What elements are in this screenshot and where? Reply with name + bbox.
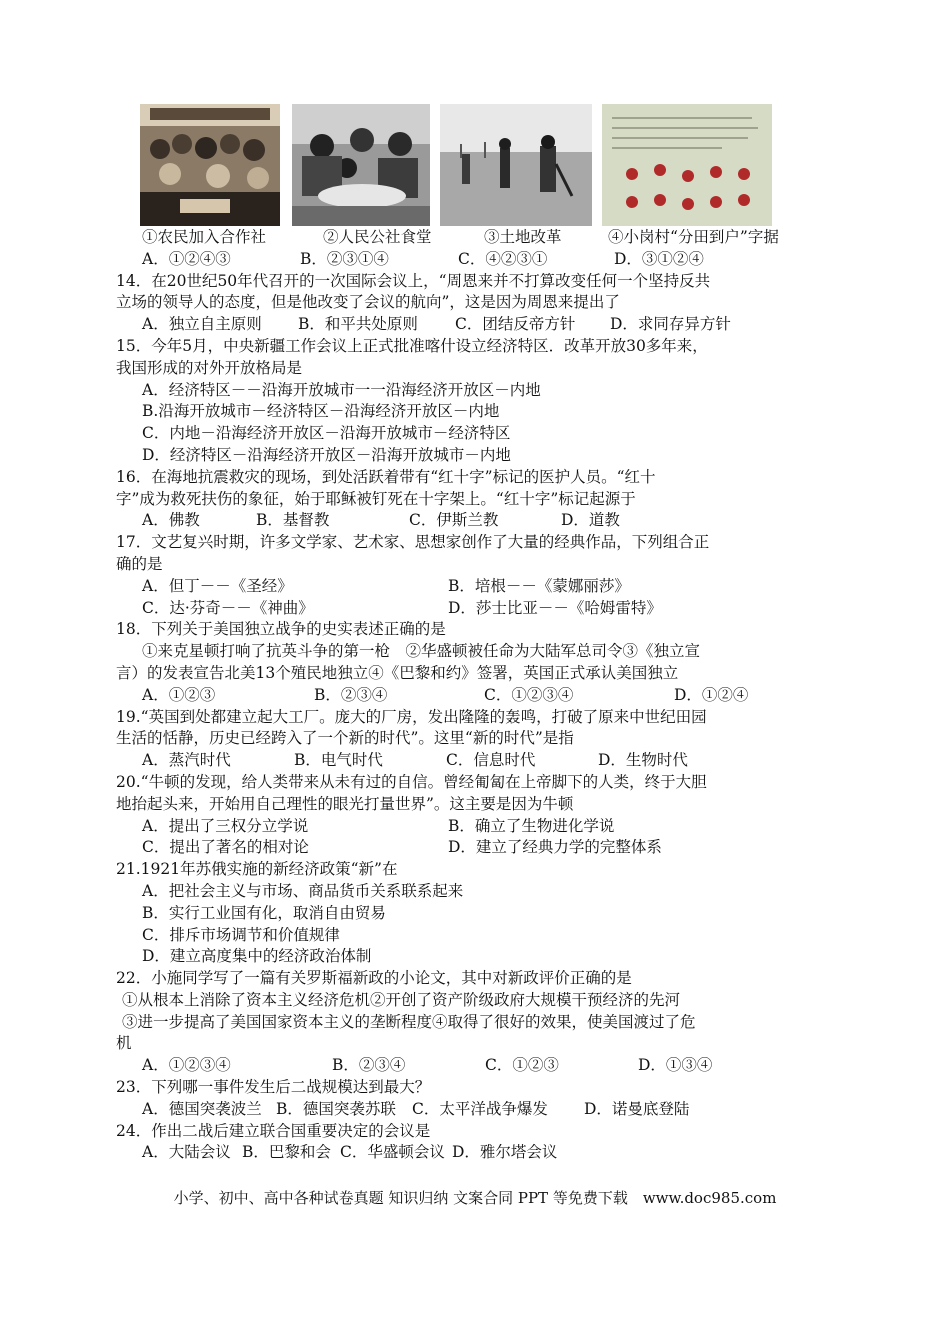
- q24-option-d: D．雅尔塔会议: [452, 1143, 558, 1162]
- q23-option-b: B．德国突袭苏联: [276, 1099, 396, 1118]
- q20-option-d: D．建立了经典力学的完整体系: [448, 838, 662, 857]
- q15-option-a: A．经济特区－－沿海开放城市一一沿海经济开放区－内地: [142, 380, 541, 399]
- q19-stem-2: 生活的恬静，历史已经跨入了一个新的时代”。这里“新的时代”是指: [116, 729, 574, 748]
- q17-stem-2: 确的是: [116, 554, 163, 573]
- questions: [116, 227, 856, 1164]
- caption-4: ④小岗村“分田到户”字据: [608, 228, 779, 246]
- q16-option-d: D．道教: [561, 511, 620, 530]
- q22-option-d: D．①③④: [638, 1056, 713, 1075]
- q18-option-d: D．①②④: [674, 685, 749, 704]
- q14-stem-1: 14．在20世纪50年代召开的一次国际会议上，“周恩来并不打算改变任何一个坚持反共: [116, 271, 711, 290]
- q18-stem-3: 言）的发表宣告北美13个殖民地独立④《巴黎和约》签署，英国正式承认美国独立: [116, 663, 679, 682]
- q16-stem-2: 字”成为救死扶伤的象征，始于耶稣被钉死在十字架上。“红十字”标记起源于: [116, 489, 636, 508]
- photo-cooperative: [140, 104, 280, 226]
- q22-stem-1: 22．小施同学写了一篇有关罗斯福新政的小论文，其中对新政评价正确的是: [116, 969, 632, 988]
- q14-option-a: A．独立自主原则: [142, 315, 262, 334]
- q20-option-b: B．确立了生物进化学说: [448, 816, 615, 835]
- q21-stem-1: 21.1921年苏俄实施的新经济政策“新”在: [116, 860, 398, 879]
- photo-canteen: [292, 104, 430, 226]
- q19-stem-1: 19.“英国到处都建立起大工厂。庞大的厂房，发出隆隆的轰鸣，打破了原来中世纪田园: [116, 707, 707, 726]
- q13-option-c: C．④②③①: [458, 249, 548, 268]
- q17-options-row-1: [116, 576, 856, 598]
- q19-option-d: D．生物时代: [598, 751, 688, 770]
- q18-option-a: A．①②③: [142, 685, 216, 704]
- photo-row: [140, 104, 780, 226]
- q15-option-b: B.沿海开放城市－经济特区－沿海经济开放区－内地: [142, 402, 500, 421]
- q22-options: [116, 1055, 856, 1077]
- q14-option-d: D．求同存异方针: [610, 315, 731, 334]
- q24-options: [116, 1142, 856, 1164]
- q19-option-b: B．电气时代: [294, 751, 383, 770]
- q14-option-b: B．和平共处原则: [298, 315, 418, 334]
- q20-options-row-2: [116, 837, 856, 859]
- q18-options: [116, 685, 856, 707]
- q22-stem-4: 机: [116, 1034, 132, 1053]
- q24-option-c: C．华盛顿会议: [340, 1143, 445, 1162]
- q18-option-c: C．①②③④: [484, 685, 574, 704]
- q13-option-b: B．②③①④: [300, 249, 389, 268]
- q22-option-c: C．①②③: [485, 1056, 559, 1075]
- q13-options: [116, 249, 856, 271]
- q24-stem-1: 24．作出二战后建立联合国重要决定的会议是: [116, 1121, 431, 1140]
- q17-options-row-2: [116, 598, 856, 620]
- q18-stem-2: ①来克星顿打响了抗英斗争的第一枪 ②华盛顿被任命为大陆军总司令③《独立宣: [142, 642, 701, 661]
- q20-option-c: C．提出了著名的相对论: [142, 838, 309, 857]
- q21-option-b: B．实行工业国有化，取消自由贸易: [142, 903, 386, 922]
- q14-stem-2: 立场的领导人的态度，但是他改变了会议的航向”，这是因为周恩来提出了: [116, 293, 620, 312]
- q23-option-a: A．德国突袭波兰: [142, 1099, 262, 1118]
- q13-option-d: D．③①②④: [614, 249, 704, 268]
- caption-3: ③土地改革: [484, 228, 562, 246]
- q23-option-d: D．诺曼底登陆: [584, 1099, 690, 1118]
- q16-option-b: B．基督教: [256, 511, 330, 530]
- q21-option-c: C．排斥市场调节和价值规律: [142, 925, 340, 944]
- q20-options-row-1: [116, 816, 856, 838]
- q17-stem-1: 17．文艺复兴时期，许多文学家、艺术家、思想家创作了大量的经典作品，下列组合正: [116, 533, 710, 552]
- q16-options: [116, 510, 856, 532]
- q21-option-d: D．建立高度集中的经济政治体制: [142, 947, 372, 966]
- q16-option-a: A．佛教: [142, 511, 200, 530]
- q22-stem-2: ①从根本上消除了资本主义经济危机②开创了资产阶级政府大规模干预经济的先河: [122, 990, 681, 1009]
- q23-stem-1: 23．下列哪一事件发生后二战规模达到最大？: [116, 1078, 431, 1097]
- q17-option-b: B．培根－－《蒙娜丽莎》: [448, 576, 630, 595]
- photo-captions: [116, 227, 856, 249]
- caption-1: ①农民加入合作社: [142, 228, 267, 246]
- q21-option-a: A．把社会主义与市场、商品货币关系联系起来: [142, 881, 464, 900]
- q15-option-c: C．内地－沿海经济开放区－沿海开放城市－经济特区: [142, 424, 511, 443]
- page-footer: 小学、初中、高中各种试卷真题 知识归纳 文案合同 PPT 等免费下载 www.doc985.com: [173, 1189, 777, 1207]
- q15-option-d: D．经济特区－沿海经济开放区－沿海开放城市－内地: [142, 445, 511, 464]
- q17-option-c: C．达·芬奇－－《神曲》: [142, 598, 314, 617]
- q17-option-a: A．但丁－－《圣经》: [142, 576, 293, 595]
- photo-land-reform: [440, 104, 592, 226]
- q17-option-d: D．莎士比亚－－《哈姆雷特》: [448, 598, 662, 617]
- q24-option-a: A．大陆会议: [142, 1143, 231, 1162]
- q19-option-c: C．信息时代: [446, 751, 536, 770]
- q13-option-a: A．①②④③: [142, 249, 231, 268]
- q22-option-a: A．①②③④: [142, 1056, 231, 1075]
- q19-option-a: A．蒸汽时代: [142, 751, 231, 770]
- q24-option-b: B．巴黎和会: [242, 1143, 331, 1162]
- q20-stem-2: 地抬起头来，开始用自己理性的眼光打量世界”。这主要是因为牛顿: [116, 794, 574, 813]
- q16-option-c: C．伊斯兰教: [409, 511, 499, 530]
- q18-option-b: B．②③④: [314, 685, 388, 704]
- q20-stem-1: 20.“牛顿的发现，给人类带来从未有过的自信。曾经匍匐在上帝脚下的人类，终于大胆: [116, 772, 707, 791]
- q23-options: [116, 1099, 856, 1121]
- q20-option-a: A．提出了三权分立学说: [142, 816, 309, 835]
- photo-xiaogang-contract: [602, 104, 772, 226]
- q23-option-c: C．太平洋战争爆发: [412, 1099, 548, 1118]
- q15-stem-1: 15．今年5月，中央新疆工作会议上正式批准喀什设立经济特区．改革开放30多年来，: [116, 336, 708, 355]
- q18-stem-1: 18．下列关于美国独立战争的史实表述正确的是: [116, 620, 446, 639]
- q22-option-b: B．②③④: [332, 1056, 406, 1075]
- caption-2: ②人民公社食堂: [323, 228, 432, 246]
- q14-option-c: C．团结反帝方针: [455, 315, 576, 334]
- q14-options: [116, 314, 856, 336]
- q16-stem-1: 16．在海地抗震救灾的现场，到处活跃着带有“红十字”标记的医护人员。“红十: [116, 467, 656, 486]
- q22-stem-3: ③进一步提高了美国国家资本主义的垄断程度④取得了很好的效果，使美国渡过了危: [122, 1012, 696, 1031]
- q19-options: [116, 750, 856, 772]
- q15-stem-2: 我国形成的对外开放格局是: [116, 358, 303, 377]
